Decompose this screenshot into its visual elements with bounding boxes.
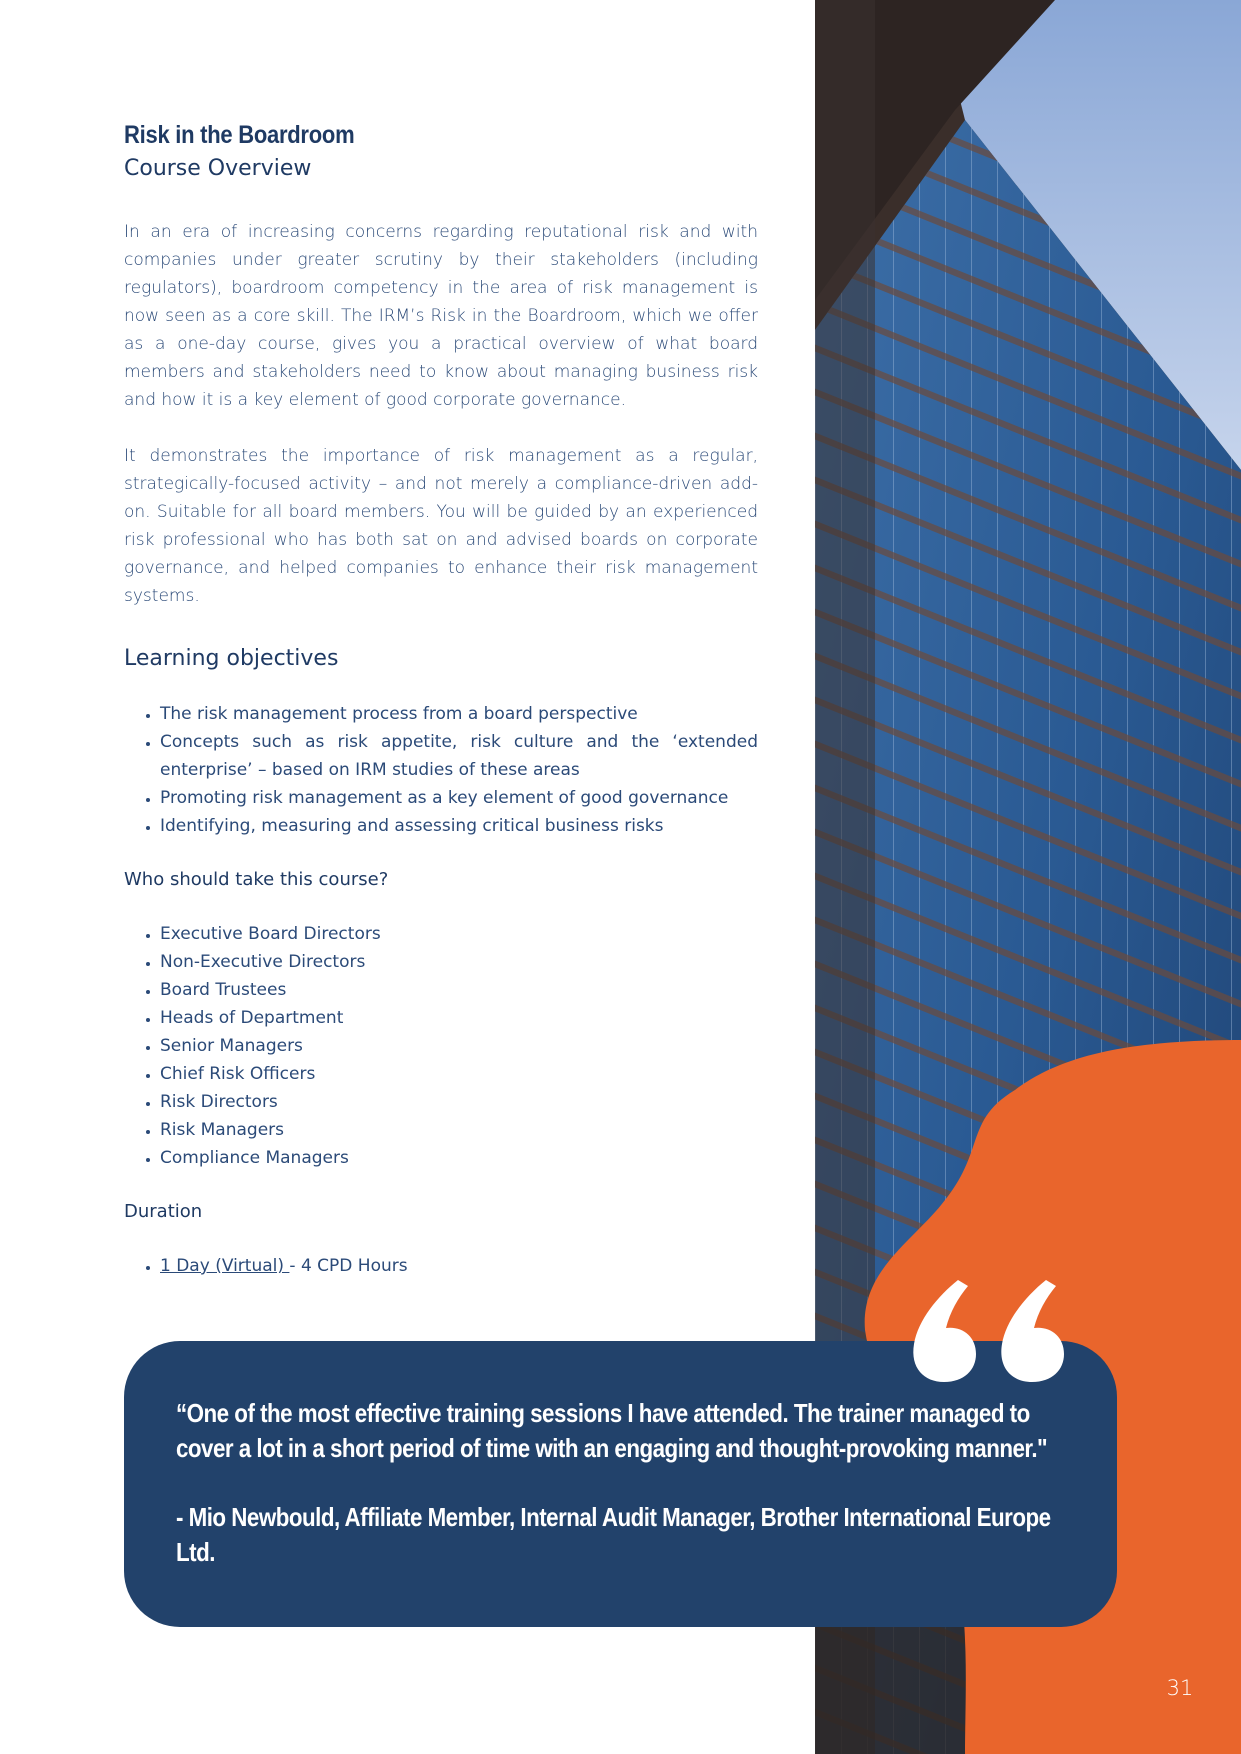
section-heading-objectives: Learning objectives bbox=[124, 646, 339, 671]
list-item: • Identifying, measuring and assessing critical business risks bbox=[160, 812, 758, 840]
list-item: • Chief Risk Officers bbox=[160, 1060, 758, 1088]
duration-detail: - 4 CPD Hours bbox=[289, 1256, 408, 1276]
list-item: • Compliance Managers bbox=[160, 1144, 758, 1172]
list-item: • Risk Directors bbox=[160, 1088, 758, 1116]
list-item: • Board Trustees bbox=[160, 976, 758, 1004]
list-item: • Concepts such as risk appetite, risk culture and the ‘extended enterprise’ – based on IRM studies of these areas bbox=[160, 728, 758, 784]
overview-paragraph: It demonstrates the importance of risk management as a regular, strategically-focused activity – and not merely a compliance-driven add-on. Suitable for all board members. You will be guided by an experienced risk professional who has both sat on and advised boards on corporate governance, and helped companies to enhance their risk management systems. bbox=[124, 446, 758, 606]
objectives-list bbox=[124, 700, 758, 840]
overview-paragraph: In an era of increasing concerns regarding reputational risk and with companies under greater scrutiny by their stakeholders (including regulators), boardroom competency in the area of risk management is now seen as a core skill. The IRM’s Risk in the Boardroom, which we offer as a one-day course, gives you a practical overview of what board members and stakeholders need to know about managing business risk and how it is a key element of good corporate governance. bbox=[124, 222, 758, 410]
list-item: • Senior Managers bbox=[160, 1032, 758, 1060]
course-content bbox=[124, 112, 758, 1280]
list-item: • Executive Board Directors bbox=[160, 920, 758, 948]
testimonial-quote: “One of the most effective training sessions I have attended. The trainer managed to cover a lot in a short period of time with an engaging and thought-provoking manner." bbox=[176, 1398, 1048, 1463]
list-item bbox=[160, 1252, 758, 1280]
double-quote-icon bbox=[910, 1278, 1070, 1383]
testimonial-box bbox=[124, 1341, 1117, 1627]
list-item: • Non-Executive Directors bbox=[160, 948, 758, 976]
duration-link[interactable]: 1 Day (Virtual) bbox=[160, 1256, 290, 1276]
duration-list bbox=[124, 1252, 758, 1280]
testimonial-author: - Mio Newbould, Affiliate Member, Internal Audit Manager, Brother International Europe Ltd. bbox=[176, 1502, 1051, 1567]
section-heading-overview: Course Overview bbox=[124, 156, 312, 181]
page-number: 31 bbox=[1166, 1676, 1194, 1700]
audience-list bbox=[124, 920, 758, 1172]
section-heading-audience: Who should take this course? bbox=[124, 869, 389, 890]
list-item: • Promoting risk management as a key element of good governance bbox=[160, 784, 758, 812]
list-item: • The risk management process from a board perspective bbox=[160, 700, 758, 728]
page-title: Risk in the Boardroom bbox=[124, 121, 355, 149]
section-heading-duration: Duration bbox=[124, 1201, 203, 1222]
list-item: • Risk Managers bbox=[160, 1116, 758, 1144]
list-item: • Heads of Department bbox=[160, 1004, 758, 1032]
